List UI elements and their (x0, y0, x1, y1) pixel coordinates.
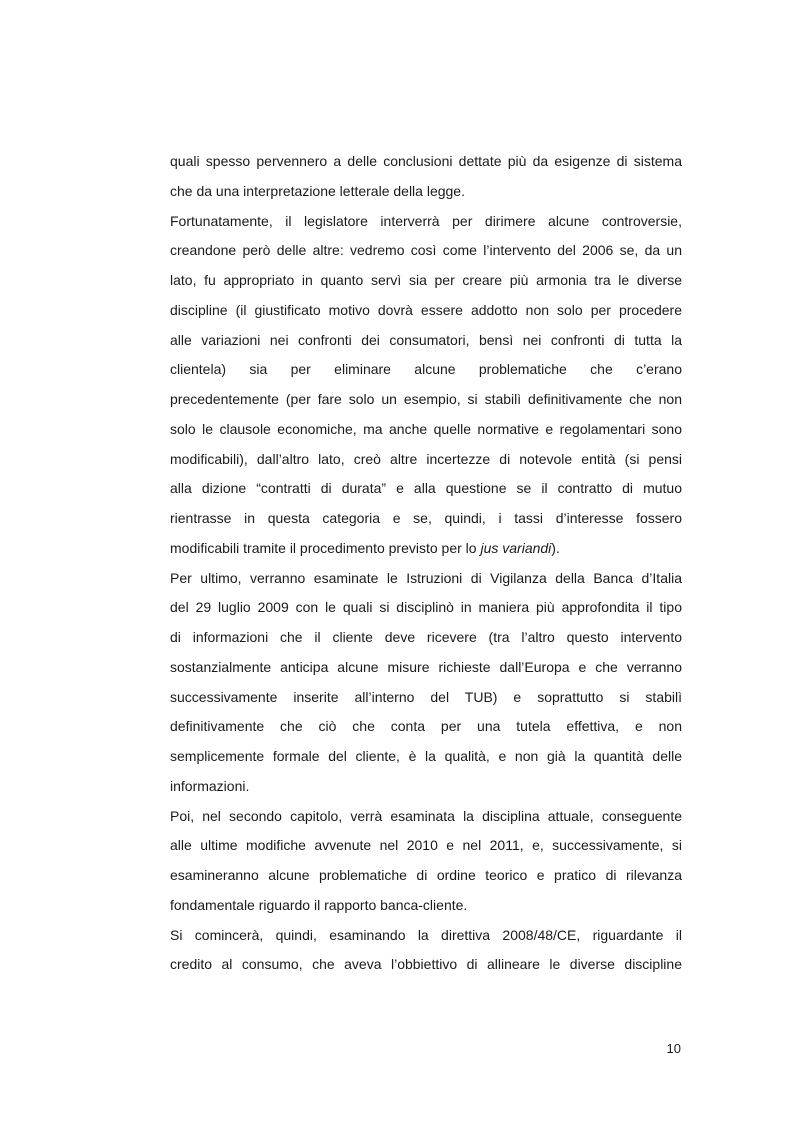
text-line-content: modificabili), dall’altro lato, creò altre incertezze di notevole entità (si pensi (170, 450, 682, 467)
text-line (170, 712, 682, 742)
body-text (170, 147, 682, 980)
text-line (170, 207, 682, 237)
text-line (170, 177, 682, 207)
text-line (170, 355, 682, 385)
text-line (170, 593, 682, 623)
text-line (170, 504, 682, 534)
text-line-content: successivamente inserite all’interno del TUB) e soprattutto si stabilì (170, 688, 682, 705)
text-line-content: lato, fu appropriato in quanto servì sia per creare più armonia tra le diverse (170, 272, 682, 288)
text-line (170, 564, 682, 594)
text-line-content: Per ultimo, verranno esaminate le Istruzioni di Vigilanza della Banca d’Italia (170, 569, 682, 586)
text-line-content: credito al consumo, che aveva l’obbiettivo di allineare le diverse discipline (170, 956, 682, 973)
text-line (170, 474, 682, 504)
text-line-content: solo le clausole economiche, ma anche quelle normative e regolamentari sono (170, 420, 682, 437)
text-line (170, 415, 682, 445)
text-line (170, 891, 682, 921)
text-line (170, 772, 682, 802)
text-line (170, 445, 682, 475)
text-line-content: clientela) sia per eliminare alcune problematiche che c’erano (170, 361, 682, 378)
text-line (170, 385, 682, 415)
text-line (170, 653, 682, 683)
text-line-content: Poi, nel secondo capitolo, verrà esaminata la disciplina attuale, conseguente (170, 807, 682, 824)
page-number: 10 (666, 1041, 681, 1056)
text-line-content: di informazioni che il cliente deve ricevere (tra l’altro questo intervento (170, 629, 682, 645)
text-line-content: Si comincerà, quindi, esaminando la direttiva 2008/48/CE, riguardante il (170, 926, 682, 943)
text-line-content: definitivamente che ciò che conta per una tutela effettiva, e non (170, 718, 682, 735)
text-line-content: discipline (il giustificato motivo dovrà essere addotto non solo per procedere (170, 301, 682, 318)
text-line-content: alle variazioni nei confronti dei consumatori, bensì nei confronti di tutta la (170, 331, 682, 348)
text-line (170, 683, 682, 713)
text-line (170, 831, 682, 861)
italic-term: jus variandi (480, 539, 552, 556)
text-line-content: Fortunatamente, il legislatore interverrà per dirimere alcune controversie, (170, 212, 682, 229)
text-line (170, 236, 682, 266)
text-line (170, 266, 682, 296)
text-line (170, 921, 682, 951)
text-line (170, 623, 682, 653)
text-line-content: alle ultime modifiche avvenute nel 2010 e nel 2011, e, successivamente, si (170, 837, 682, 854)
text-line-content: precedentemente (per fare solo un esempio, si stabilì definitivamente che non (170, 391, 682, 407)
text-line-content: modificabili tramite il procedimento previsto per lo (170, 539, 481, 556)
text-line-content: creandone però delle altre: vedremo così come l’intervento del 2006 se, da un (170, 242, 682, 259)
text-line (170, 296, 682, 326)
text-line (170, 861, 682, 891)
text-line (170, 950, 682, 980)
text-line (170, 147, 682, 177)
text-line-content: fondamentale riguardo il rapporto banca-cliente. (170, 896, 468, 913)
text-line-content: quali spesso pervennero a delle conclusioni dettate più da esigenze di sistema (170, 153, 682, 169)
text-line (170, 742, 682, 772)
text-line-content: informazioni. (170, 777, 250, 794)
text-line-content: che da una interpretazione letterale della legge. (170, 182, 465, 199)
text-line-content: alla dizione “contratti di durata” e alla questione se il contratto di mutuo (170, 480, 682, 497)
text-line (170, 326, 682, 356)
text-line-tail: ). (551, 539, 560, 556)
text-line (170, 534, 682, 564)
text-line-content: del 29 luglio 2009 con le quali si disciplinò in maniera più approfondita il tipo (170, 599, 682, 616)
text-line-content: rientrasse in questa categoria e se, quindi, i tassi d’interesse fossero (170, 510, 682, 526)
text-line-content: semplicemente formale del cliente, è la qualità, e non già la quantità delle (170, 748, 682, 764)
text-line-content: esamineranno alcune problematiche di ordine teorico e pratico di rilevanza (170, 867, 682, 883)
text-line-content: sostanzialmente anticipa alcune misure richieste dall’Europa e che verranno (170, 658, 682, 675)
text-line (170, 802, 682, 832)
